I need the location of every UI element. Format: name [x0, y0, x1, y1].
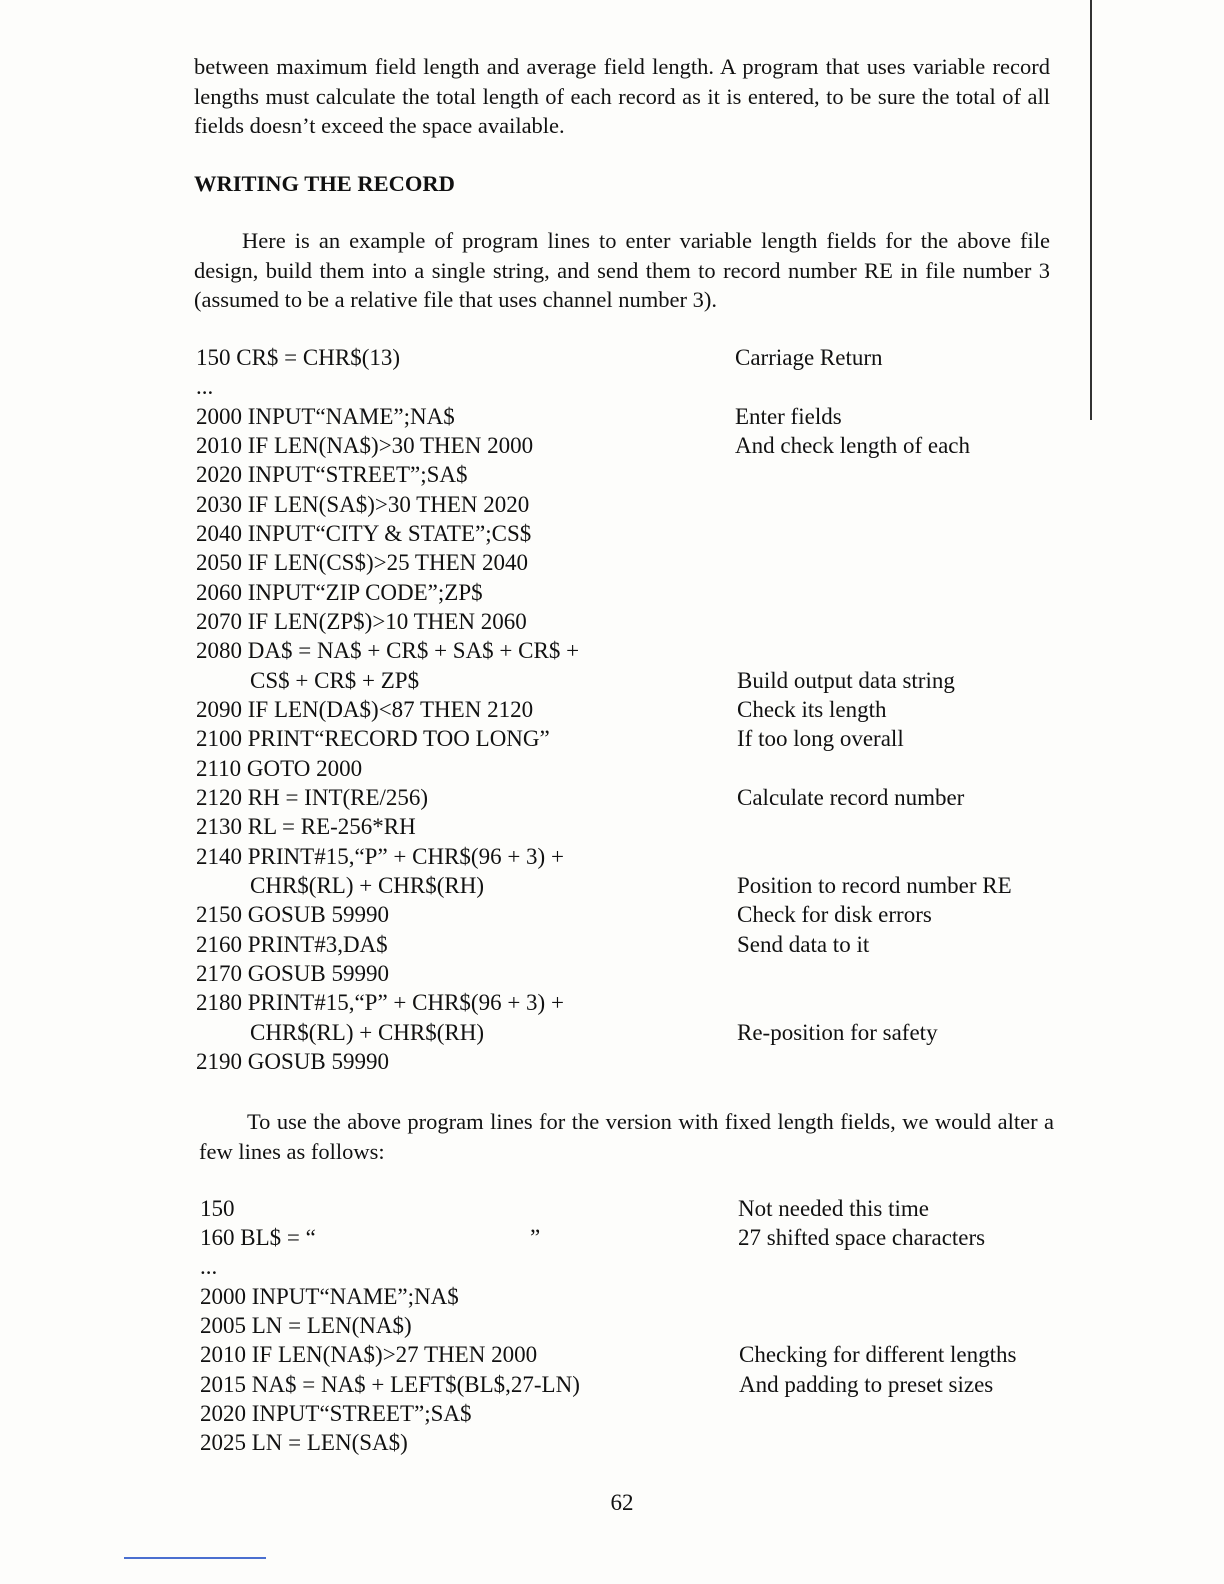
comment-line: If too long overall	[737, 726, 904, 751]
code-line: CHR$(RL) + CHR$(RH)	[250, 1020, 485, 1045]
comment-line: Not needed this time	[738, 1196, 929, 1221]
code-line: 2140 PRINT#15,“P” + CHR$(96 + 3) +	[196, 844, 564, 869]
code-line: CHR$(RL) + CHR$(RH)	[250, 873, 485, 898]
section-heading: WRITING THE RECORD	[194, 171, 455, 196]
code-line: 2020 INPUT“STREET”;SA$	[200, 1401, 472, 1426]
paragraph-3: To use the above program lines for the version with fixed length fields, we would alter a few lines as follows:	[199, 1109, 1054, 1164]
comment-line: Build output data string	[737, 668, 955, 693]
comment-line: Re-position for safety	[737, 1020, 938, 1045]
code-line: 2000 INPUT“NAME”;NA$	[196, 404, 455, 429]
comment-line: Calculate record number	[737, 785, 965, 810]
code-line: 2150 GOSUB 59990	[196, 902, 389, 927]
code-line: CS$ + CR$ + ZP$	[250, 668, 420, 693]
code-line: 2015 NA$ = NA$ + LEFT$(BL$,27-LN)	[200, 1372, 580, 1397]
code-line: 2010 IF LEN(NA$)>30 THEN 2000	[196, 433, 534, 458]
code-line: 150 CR$ = CHR$(13)	[196, 345, 401, 370]
code-line: 2090 IF LEN(DA$)<87 THEN 2120	[196, 697, 534, 722]
code-line: ”	[530, 1225, 541, 1250]
code-line: ...	[200, 1254, 218, 1279]
code-line: 2160 PRINT#3,DA$	[196, 932, 388, 957]
code-line: 2020 INPUT“STREET”;SA$	[196, 462, 468, 487]
code-line: 2005 LN = LEN(NA$)	[200, 1313, 412, 1338]
comment-line: Enter fields	[735, 404, 842, 429]
code-line: 2050 IF LEN(CS$)>25 THEN 2040	[196, 550, 528, 575]
code-line: 150	[200, 1196, 235, 1221]
comment-line: 27 shifted space characters	[738, 1225, 986, 1250]
comment-line: Send data to it	[737, 932, 870, 957]
comment-line: Checking for different lengths	[739, 1342, 1017, 1367]
code-line: 160 BL$ = “	[200, 1225, 316, 1250]
code-line: 2180 PRINT#15,“P” + CHR$(96 + 3) +	[196, 990, 564, 1015]
code-line: 2120 RH = INT(RE/256)	[196, 785, 429, 810]
code-line: 2070 IF LEN(ZP$)>10 THEN 2060	[196, 609, 527, 634]
code-line: 2100 PRINT“RECORD TOO LONG”	[196, 726, 550, 751]
comment-line: Position to record number RE	[737, 873, 1012, 898]
comment-line: And padding to preset sizes	[739, 1372, 994, 1397]
code-line: 2010 IF LEN(NA$)>27 THEN 2000	[200, 1342, 538, 1367]
code-line: 2110 GOTO 2000	[196, 756, 363, 781]
code-line: 2025 LN = LEN(SA$)	[200, 1430, 408, 1455]
code-line: 2080 DA$ = NA$ + CR$ + SA$ + CR$ +	[196, 638, 580, 663]
margin-rule	[1090, 0, 1092, 420]
code-line: 2060 INPUT“ZIP CODE”;ZP$	[196, 580, 483, 605]
code-line: 2030 IF LEN(SA$)>30 THEN 2020	[196, 492, 530, 517]
code-line: 2000 INPUT“NAME”;NA$	[200, 1284, 459, 1309]
page-number: 62	[610, 1490, 634, 1515]
code-line: 2130 RL = RE-256*RH	[196, 814, 416, 839]
code-line: 2190 GOSUB 59990	[196, 1049, 389, 1074]
comment-line: Check for disk errors	[737, 902, 932, 927]
code-line: 2170 GOSUB 59990	[196, 961, 389, 986]
intro-paragraph: between maximum field length and average field length. A program that uses variable record lengths must calculate the total length of each record as it is entered, to be sure the total of all fields doesn’t exceed the space available.	[194, 54, 1050, 138]
comment-line: Carriage Return	[735, 345, 883, 370]
comment-line: Check its length	[737, 697, 887, 722]
code-line: 2040 INPUT“CITY & STATE”;CS$	[196, 521, 532, 546]
footer-rule	[124, 1557, 266, 1559]
code-line: ...	[196, 374, 214, 399]
paragraph-2: Here is an example of program lines to enter variable length fields for the above file design, build them into a single string, and send them to record number RE in file number 3 (assumed to be a relative file that uses channel number 3).	[194, 228, 1050, 312]
comment-line: And check length of each	[735, 433, 971, 458]
